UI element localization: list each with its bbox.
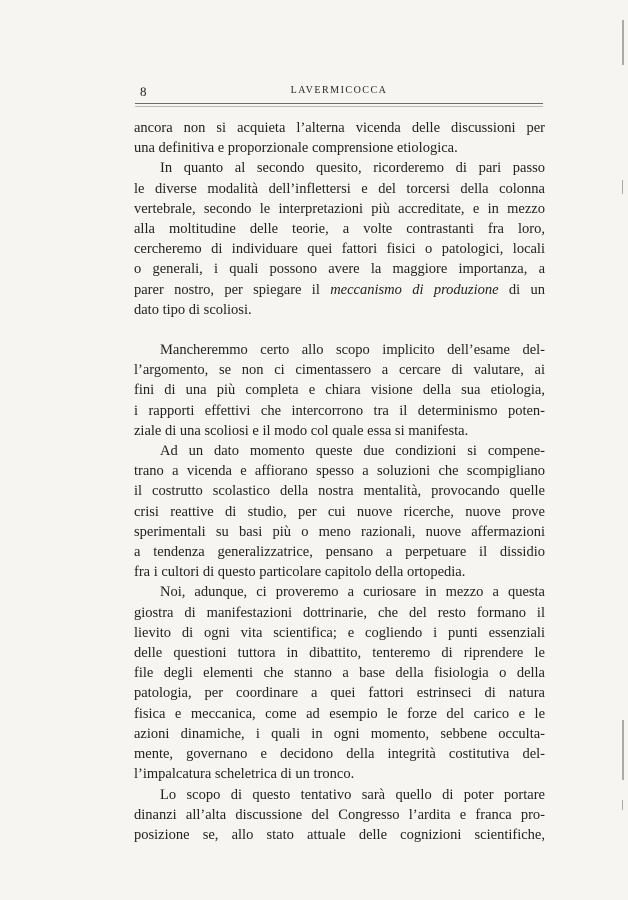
body-text (134, 118, 545, 845)
text-line: delle questioni tuttora in dibattito, tenteremo di riprendere le (134, 645, 545, 662)
text-line: azioni dinamiche, i quali in ogni momento, sebbene occulta- (134, 725, 545, 742)
text-line: una definitiva e proporzionale comprensione etiologica. (134, 140, 458, 157)
text-line: cercheremo di individuare quei fattori fisici o patologici, locali (134, 241, 545, 258)
text-line: dinanzi all’alta discussione del Congresso l’ardita e franca pro- (134, 806, 545, 823)
page-number: 8 (140, 84, 147, 99)
paragraph-3 (134, 340, 545, 441)
text-line: l’argomento, se non ci cimentassero a cercare di valutare, ai (134, 362, 545, 379)
text-line: ancora non si acquieta l’alterna vicenda delle discussioni per (134, 120, 545, 136)
scan-edge-mark (622, 800, 623, 810)
scan-edge-mark (622, 720, 624, 780)
text-line: a tendenza generalizzatrice, pensano a perpetuare il dissidio (134, 544, 545, 561)
text-line: i rapporti effettivi che intercorrono tra il determinismo poten- (134, 402, 545, 419)
text-line: Mancheremmo certo allo scopo implicito dell’esame del- (160, 342, 545, 359)
scan-edge-mark (622, 180, 623, 194)
text-line: fisica e meccanica, come ad esempio le forze del carico e le (134, 705, 545, 722)
text-run: parer nostro, per spiegare il (134, 281, 331, 298)
text-line-with-italic (134, 280, 545, 300)
header-rule (135, 103, 543, 104)
text-line: mente, governano e decidono della integrità costitutiva del- (134, 746, 545, 763)
text-line: vertebrale, secondo le interpretazioni più accreditate, e in mezzo (134, 200, 545, 217)
text-line: In quanto al secondo quesito, ricorderemo di pari passo (160, 160, 545, 177)
text-line: giostra di manifestazioni dottrinarie, che del resto formano il (134, 604, 545, 621)
page-header (135, 84, 543, 108)
scan-edge-mark (622, 20, 624, 65)
text-line: le diverse modalità dell’inflettersi e del torcersi della colonna (134, 180, 545, 197)
italic-phrase: meccanismo di produzione (330, 281, 499, 298)
text-line: ziale di una scoliosi e il modo col quale essa si manifesta. (134, 422, 469, 439)
text-line: file degli elementi che stanno a base della fisiologia o della (134, 665, 545, 682)
text-line: il costrutto scolastico della nostra mentalità, provocando quelle (134, 483, 545, 500)
text-line: fini di una più completa e chiara visione della sua etiologia, (134, 382, 545, 399)
text-line: crisi reattive di studio, per cui nuove ricerche, nuove prove (134, 503, 545, 520)
text-line: sperimentali su basi più o meno razionali, nuove affermazioni (134, 523, 545, 540)
text-line: dato tipo di scoliosi. (134, 301, 252, 318)
paragraph-4 (134, 441, 545, 582)
text-line: fra i cultori di questo particolare capitolo della ortopedia. (134, 564, 466, 581)
text-line: Lo scopo di questo tentativo sarà quello di poter portare (160, 786, 545, 803)
header-rule-secondary (135, 106, 543, 107)
paragraph-5 (134, 582, 545, 784)
text-line: Noi, adunque, ci proveremo a curiosare in mezzo a questa (160, 584, 545, 601)
text-line: l’impalcatura scheletrica di un tronco. (134, 766, 355, 783)
text-line: alla moltitudine delle teorie, a volte contrastanti fra loro, (134, 221, 545, 238)
text-line: posizione se, allo stato attuale delle cognizioni scientifiche, (134, 826, 545, 843)
paragraph-6 (134, 785, 545, 846)
text-line: o generali, i quali possono avere la maggiore importanza, a (134, 261, 545, 278)
running-head: LAVERMICOCCA (290, 85, 388, 96)
paragraph-1 (134, 118, 545, 158)
text-line: patologia, per coordinare a quei fattori estrinseci di natura (134, 685, 545, 702)
text-run: di un (498, 281, 545, 298)
text-line: trano a vicenda e affiorano spesso a soluzioni che scompigliano (134, 463, 545, 480)
text-line: Ad un dato momento queste due condizioni si compene- (160, 443, 545, 460)
paragraph-2 (134, 158, 545, 320)
text-line: lievito di ogni vita scientifica; e cogliendo i punti essenziali (134, 624, 545, 641)
